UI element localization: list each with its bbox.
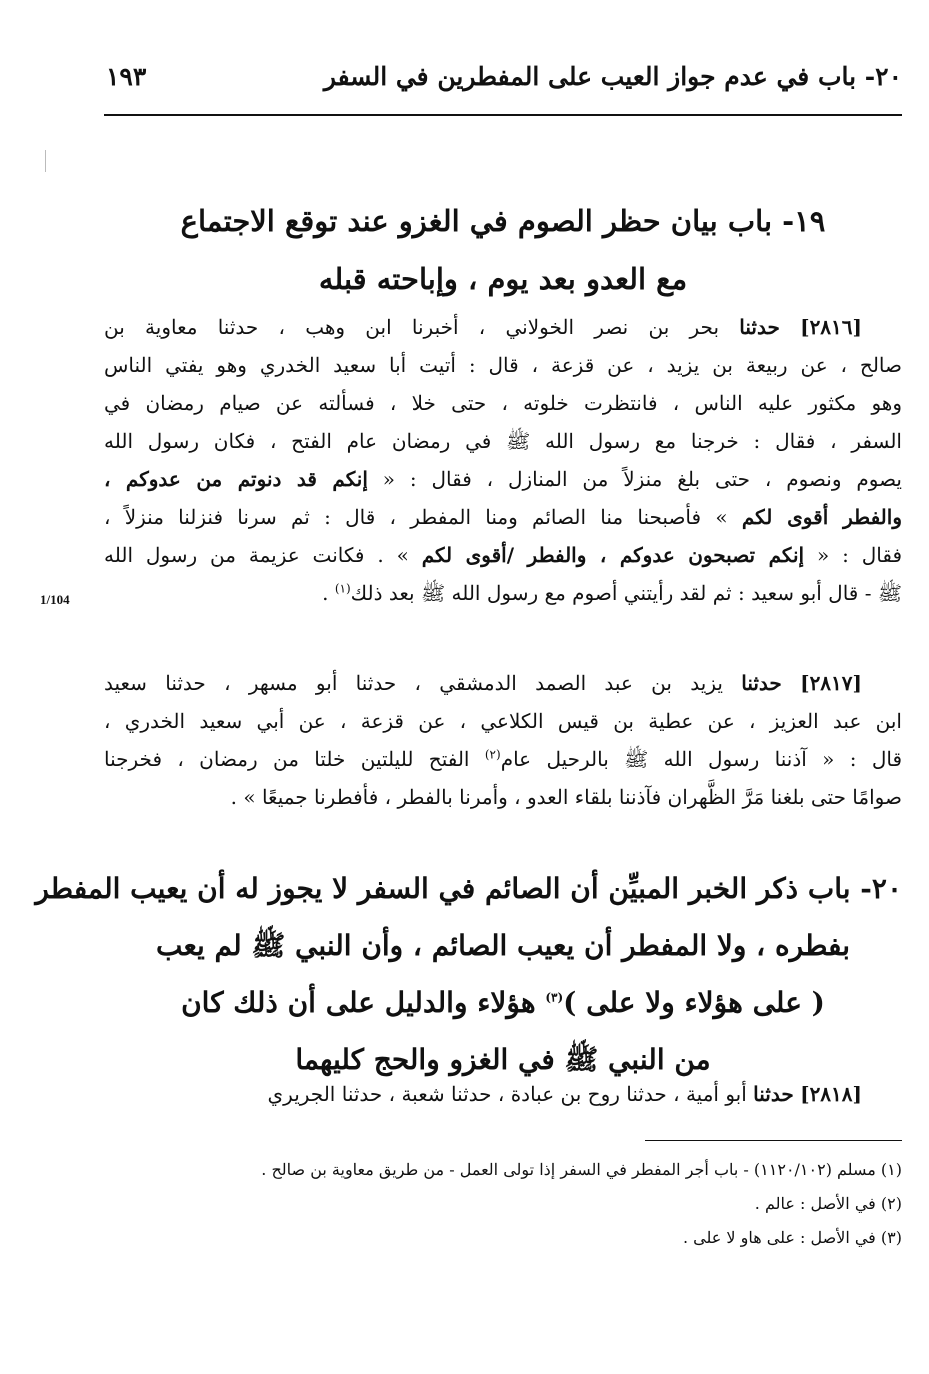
footnotes [104,1153,902,1255]
footnote-2: (٢) في الأصل : عالم . [754,1194,902,1213]
narration-text: يزيد بن عبد الصمد الدمشقي ، حدثنا أبو مسهر ، حدثنا سعيد [104,671,723,695]
hadith-2816-line-4: السفر ، فقال : خرجنا مع رسول الله ﷺ في رمضان عام الفتح ، فكان رسول الله [104,429,902,453]
running-title: ٢٠- باب في عدم جواز العيب على المفطرين في السفر [323,62,902,91]
chapter-19-heading [104,192,902,308]
chapter-20-line-2: بفطره ، ولا المفطر أن يعيب الصائم ، وأن النبي ﷺ لم يعب [156,929,850,962]
prophetic-saying: إنكم قد دنوتم من عدوكم ، [104,467,368,491]
narration-lead: حدثنا [739,315,780,339]
narration-lead: حدثنا [741,671,782,695]
chapter-20-text: هؤلاء والدليل على أن ذلك كان [181,986,546,1019]
hadith-number: [٢٨١٧] [800,671,862,695]
chapter-19-line-2: مع العدو بعد يوم ، وإباحته قبله [318,262,688,296]
hadith-2817 [104,664,902,816]
hadith-2816-line-2: صالح ، عن ربيعة بن يزيد ، عن قزعة ، قال : أتيت أبا سعيد الخدري وهو يفتي الناس [104,353,902,377]
narration-text: » . فكانت عزيمة من رسول الله [104,543,409,567]
scan-edge-mark [45,150,46,172]
hadith-2818 [104,1075,902,1113]
page-header [104,58,902,116]
footnote-separator [645,1140,902,1141]
narration-text: فقال : « [816,543,903,567]
narration-text: ﷺ - قال أبو سعيد : ثم لقد رأيتني أصوم مع رسول الله ﷺ بعد ذلك [350,581,902,605]
hadith-2816-line-1 [104,308,902,346]
hadith-2816-line-7 [104,536,902,574]
footnote-3: (٣) في الأصل : على هاو لا على . [682,1228,902,1247]
narration-lead: حدثنا [753,1082,794,1106]
hadith-number: [٢٨١٦] [800,315,862,339]
hadith-2816-line-5 [104,460,902,498]
line-end: . [322,581,335,605]
footnote-ref-1: (١) [334,581,351,596]
hadith-2816-line-8 [104,574,902,612]
hadith-2816-line-3: وهو مكثور عليه الناس ، فانتظرت خلوته ، حتى خلا ، فسألته عن صيام رمضان في [104,391,902,415]
page-number: ١٩٣ [106,62,147,91]
hadith-2818-line-1 [104,1075,902,1113]
chapter-20-line-1: ٢٠- باب ذكر الخبر المبيِّن أن الصائم في السفر لا يجوز له أن يعيب المفطر [35,872,902,905]
chapter-20-line-3 [104,974,902,1031]
narration-text: يصوم ونصوم ، حتى بلغ منزلاً من المنازل ، فقال : « [382,467,902,491]
hadith-2817-line-1 [104,664,902,702]
hadith-2817-line-3 [104,740,902,778]
footnote-ref-3: (٣) [545,990,564,1005]
footnote-ref-2: (٢) [484,747,501,762]
hadith-2817-line-4: صوامًا حتى بلغنا مَرَّ الظَّهران فآذننا بلقاء العدو ، وأمرنا بالفطر ، فأفطرنا جميعًا » . [230,785,902,809]
margin-manuscript-ref: 1/104 [40,592,70,607]
chapter-20-text: ( على هؤلاء ولا على ) [563,986,825,1019]
hadith-number: [٢٨١٨] [800,1082,862,1106]
prophetic-saying: والفطر أقوى لكم [741,505,902,529]
hadith-2817-line-2: ابن عبد العزيز ، عن عطية بن قيس الكلاعي ، عن قزعة ، عن أبي سعيد الخدري ، [104,709,902,733]
chapter-19-line-1: ١٩- باب بيان حظر الصوم في الغزو عند توقع الاجتماع [180,204,826,238]
chapter-20-heading [35,860,902,1088]
narration-text: قال : « آذننا رسول الله ﷺ بالرحيل عام [500,747,903,771]
narration-text: أبو أمية ، حدثنا روح بن عبادة ، حدثنا شعبة ، حدثنا الجريري [267,1082,747,1106]
prophetic-saying: إنكم تصبحون عدوكم ، والفطر /أقوى لكم [421,543,805,567]
narration-text: بحر بن نصر الخولاني ، أخبرنا ابن وهب ، حدثنا معاوية بن [104,315,720,339]
chapter-20-line-4: من النبي ﷺ في الغزو والحج كليهما [295,1043,711,1076]
narration-text: الفتح لليلتين خلتا من رمضان ، فخرجنا [104,747,485,771]
hadith-2816-line-6 [104,498,902,536]
narration-text: » فأصبحنا منا الصائم ومنا المفطر ، قال : ثم سرنا فنزلنا منزلاً ، [104,505,728,529]
footnote-1: (١) مسلم (١١٢٠/١٠٢) - باب أجر المفطر في السفر إذا تولى العمل - من طريق معاوية بن صالح . [261,1160,902,1179]
hadith-2816 [104,308,902,612]
